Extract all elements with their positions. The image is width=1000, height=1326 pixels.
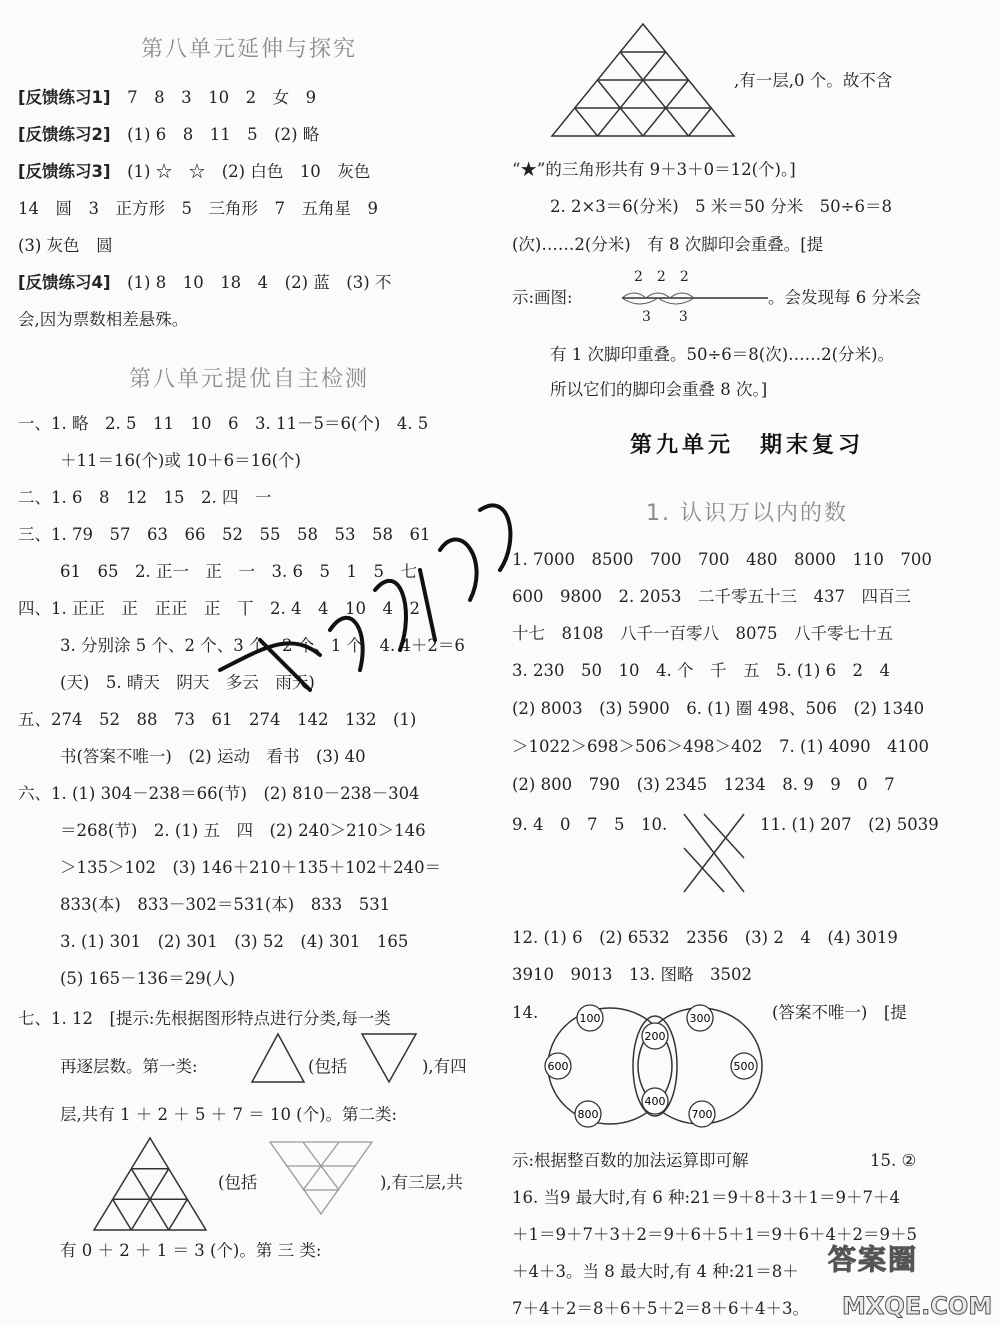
q3-line1: 三、1. 79 57 63 66 52 55 58 53 58 61: [18, 525, 431, 544]
a-line1: 1. 7000 8500 700 700 480 8000 110 700: [512, 550, 932, 569]
feedback-1: [18, 87, 316, 109]
triangle-grid-three-row-icon: [90, 1134, 210, 1234]
feedback-2-answer: (1) 6 8 11 5 (2) 略: [127, 125, 320, 144]
fig-top-labels: 2 2 2: [634, 269, 689, 285]
number-node-label: 100: [579, 1012, 601, 1025]
feedback-3-label: [反馈练习3]: [18, 162, 111, 181]
feedback-3: [18, 161, 370, 183]
heading-unit9-review: 第九单元 期末复习: [629, 433, 864, 458]
heading-know-numbers: 1. 认识万以内的数: [646, 501, 848, 526]
number-node-label: 600: [547, 1060, 569, 1073]
q7-line4b: ),有三层,共: [380, 1173, 463, 1192]
number-node-label: 500: [733, 1060, 755, 1073]
triangle-down-icon: [358, 1030, 420, 1086]
q7-line3: 层,共有 1 ＋ 2 ＋ 5 ＋ 7 ＝ 10 (个)。第二类:: [60, 1105, 398, 1124]
a-line12a: 示:根据整百数的加法运算即可解: [512, 1151, 749, 1170]
a-line11a: 14.: [512, 1003, 539, 1022]
feedback-4-label: [反馈练习4]: [18, 273, 111, 292]
feedback-4: [18, 272, 391, 294]
number-node-label: 300: [689, 1012, 711, 1025]
q2-line1: 二、1. 6 8 12 15 2. 四 一: [18, 488, 272, 507]
a-line8b: 11. (1) 207 (2) 5039: [760, 815, 939, 834]
a-line5: (2) 8003 (3) 5900 6. (1) 圈 498、506 (2) 1340: [512, 699, 925, 718]
triangle-up-icon: [248, 1030, 308, 1086]
feedback-3-line2: 14 圆 3 正方形 5 三角形 7 五角星 9: [18, 199, 378, 218]
number-node-label: 800: [577, 1108, 599, 1121]
q7-line1: 七、1. 12 [提示:先根据图形特点进行分类,每一类: [18, 1009, 391, 1028]
q1-line2: ＋11＝16(个)或 10＋6＝16(个): [60, 451, 301, 470]
watermark-logo: 答案圈: [828, 1243, 919, 1276]
q5-line2: 书(答案不唯一) (2) 运动 看书 (3) 40: [60, 747, 366, 766]
r-line6: 有 1 次脚印重叠。50÷6＝8(次)……2(分米)。: [550, 345, 895, 364]
a-line4: 3. 230 50 10 4. 个 千 五 5. (1) 6 2 4: [512, 661, 891, 680]
a-line9: 12. (1) 6 (2) 6532 2356 (3) 2 4 (4) 3019: [512, 928, 898, 947]
number-circle-diagram: [540, 996, 770, 1136]
triangle-grid-inverted-icon: [266, 1138, 376, 1218]
q5-line1: 五、274 52 88 73 61 274 142 132 (1): [18, 710, 417, 729]
q7-line2c: ),有四: [422, 1057, 467, 1076]
a-line11b: (答案不唯一) [提: [772, 1003, 907, 1022]
a-line16: 7＋4＋2＝8＋6＋5＋2＝8＋6＋4＋3。: [512, 1299, 809, 1318]
a-line14: ＋1＝9＋7＋3＋2＝9＋6＋5＋1＝9＋6＋4＋2＝9＋5: [512, 1225, 917, 1244]
feedback-2-label: [反馈练习2]: [18, 125, 111, 144]
watermark-url: MXQE.COM: [842, 1292, 993, 1320]
heading-unit8-extension: 第八单元延伸与探究: [140, 37, 357, 62]
a-line15: ＋4＋3。当 8 最大时,有 4 种:21＝8＋: [512, 1262, 799, 1281]
handwriting-scribble-icon: [200, 480, 530, 720]
feedback-1-label: [反馈练习1]: [18, 88, 111, 107]
q6-line5: 3. (1) 301 (2) 301 (3) 52 (4) 301 165: [60, 932, 409, 951]
q7-line2b: (包括: [308, 1057, 348, 1076]
r-line2: “★”的三角形共有 9＋3＋0＝12(个)。]: [512, 160, 796, 179]
triangle-grid-four-row-icon: [548, 20, 738, 140]
q7-line2a: 再逐层数。第一类:: [60, 1057, 198, 1076]
a-line13: 16. 当9 最大时,有 6 种:21＝9＋8＋3＋1＝9＋7＋4: [512, 1188, 900, 1207]
a-line10: 3910 9013 13. 图略 3502: [512, 965, 752, 984]
a-line7: (2) 800 790 (3) 2345 1234 8. 9 9 0 7: [512, 775, 895, 794]
r-line7: 所以它们的脚印会重叠 8 次。]: [550, 380, 768, 399]
q6-line3: ＞135＞102 (3) 146＋210＋135＋102＋240＝: [60, 858, 442, 877]
feedback-4-line2: 会,因为票数相差悬殊。: [18, 310, 189, 329]
feedback-3-line3: (3) 灰色 圆: [18, 236, 113, 255]
q1-line1: 一、1. 略 2. 5 11 10 6 3. 11－5＝6(个) 4. 5: [18, 414, 429, 433]
q7-line5: 有 0 ＋ 2 ＋ 1 ＝ 3 (个)。第 三 类:: [60, 1241, 322, 1260]
q4-line2: 3. 分别涂 5 个、2 个、3 个、2 个、1 个 4. 4＋2＝6: [60, 636, 465, 655]
matching-cross-lines-icon: [680, 808, 750, 898]
number-node-label: 700: [691, 1108, 713, 1121]
r-line1: ,有一层,0 个。故不含: [734, 71, 893, 90]
q4-line1: 四、1. 正正 正 正正 正 丅 2. 4 4 10 4 2: [18, 599, 420, 618]
r-line5b: 。会发现每 6 分米会: [768, 288, 921, 307]
feedback-4-answer: (1) 8 10 18 4 (2) 蓝 (3) 不: [127, 273, 392, 292]
q7-line4a: (包括: [218, 1173, 258, 1192]
a-line8a: 9. 4 0 7 5 10.: [512, 815, 668, 834]
number-node-label: 200: [644, 1030, 666, 1043]
q4-line3: (天) 5. 晴天 阴天 多云 雨天): [60, 673, 315, 692]
a-line2: 600 9800 2. 2053 二千零五十三 437 四百三: [512, 587, 911, 606]
feedback-1-answer: 7 8 3 10 2 女 9: [127, 88, 317, 107]
fig-bottom-labels: 3 3: [642, 309, 688, 325]
a-line12b: 15. ②: [870, 1151, 917, 1170]
r-line3: 2. 2×3＝6(分米) 5 米＝50 分米 50÷6＝8: [550, 197, 892, 216]
r-line5a: 示:画图:: [512, 288, 573, 307]
a-line3: 十七 8108 八千一百零八 8075 八千零七十五: [512, 624, 893, 643]
q6-line4: 833(本) 833－302＝531(本) 833 531: [60, 895, 391, 914]
feedback-3-answer: (1) ☆ ☆ (2) 白色 10 灰色: [127, 162, 371, 181]
q6-line6: (5) 165－136＝29(人): [60, 969, 235, 988]
q6-line2: ＝268(节) 2. (1) 五 四 (2) 240＞210＞146: [60, 821, 426, 840]
q6-line1: 六、1. (1) 304－238＝66(节) (2) 810－238－304: [18, 784, 420, 803]
feedback-2: [18, 124, 319, 146]
a-line6: ＞1022＞698＞506＞498＞402 7. (1) 4090 4100: [512, 737, 930, 756]
r-line4: (次)……2(分米) 有 8 次脚印会重叠。[提: [512, 235, 824, 254]
heading-unit8-test: 第八单元提优自主检测: [128, 367, 369, 392]
number-node-label: 400: [644, 1095, 666, 1108]
q3-line2: 61 65 2. 正一 正 一 3. 6 5 1 5 七: [60, 562, 417, 581]
